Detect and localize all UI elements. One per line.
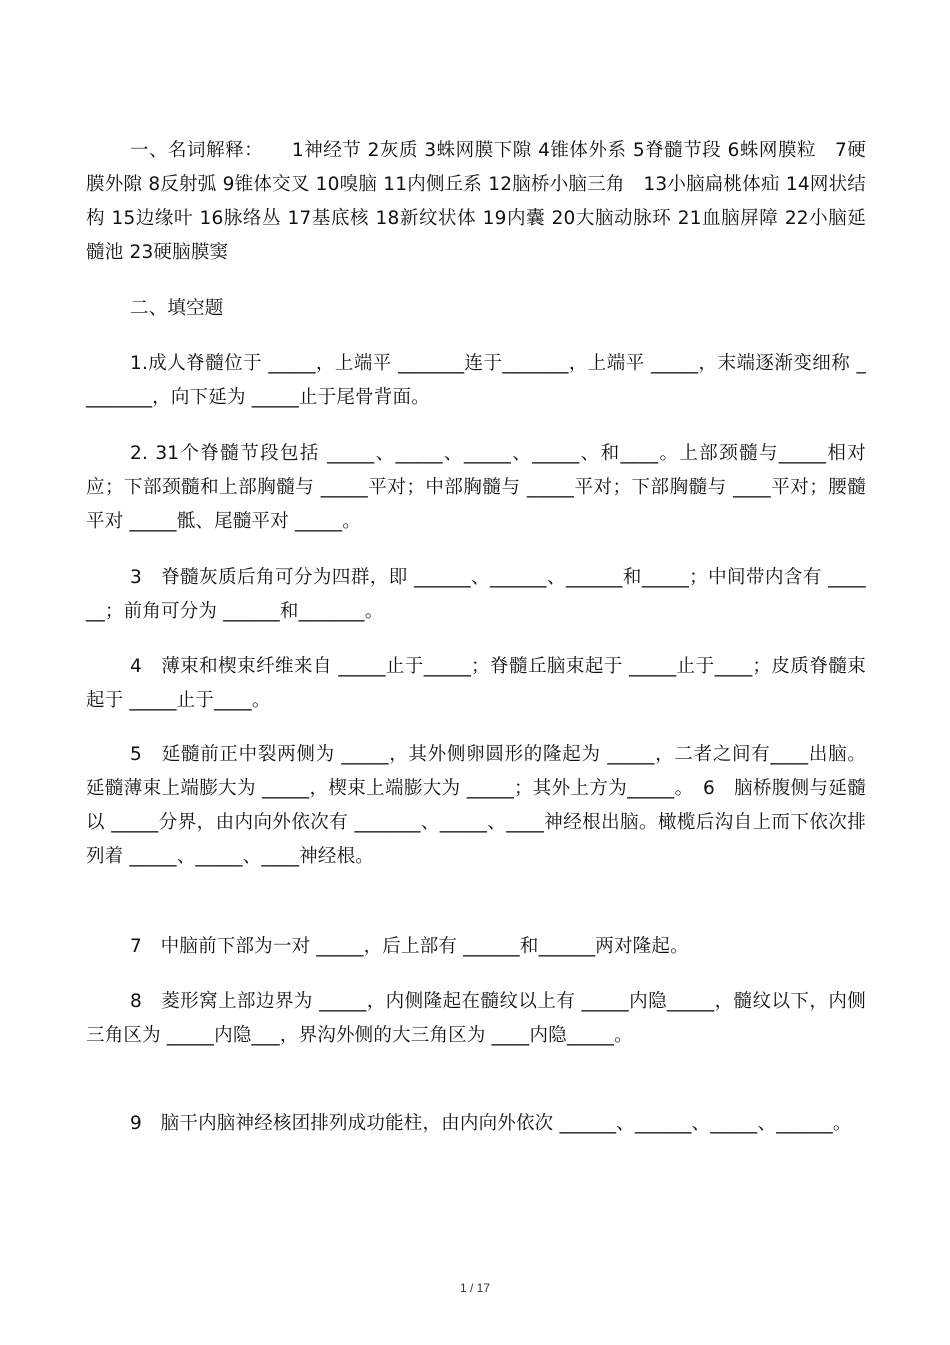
question-3: 3 脊髓灰质后角可分为四群，即 ______、______、______和_____；中间带内含有 ______；前角可分为 ______和_______。	[86, 567, 866, 622]
question-8: 8 菱形窝上部边界为 _____，内侧隆起在髓纹以上有 _____内隐_____，髓纹以下，内侧三角区为 _____内隐___，界沟外侧的大三角区为 ____内隐_____。	[86, 991, 866, 1046]
question-9: 9 脑干内脑神经核团排列成功能柱，由内向外依次 ______、______、_____、______。	[130, 1113, 852, 1134]
question-7: 7 中脑前下部为一对 _____，后上部有 ______和______两对隆起。	[130, 936, 689, 957]
question-2: 2. 31个脊髓节段包括 _____、_____、_____、_____、和____。上部颈髓与_____相对应；下部颈髓和上部胸髓与 _____平对；中部胸髓与 _____平对；下部胸髓与 ____平对；腰髓平对 _____骶、尾髓平对 _____。	[86, 443, 866, 532]
section2-heading: 二、填空题	[130, 298, 224, 319]
question-5-6: 5 延髓前正中裂两侧为 _____，其外侧卵圆形的隆起为 _____，二者之间有____出脑。延髓薄束上端膨大为 _____，楔束上端膨大为 _____；其外上方为_____。 6 脑桥腹侧与延髓以 _____分界，由内向外依次有 _______、_____、____神经根出脑。橄榄后沟自上而下依次排列着 _____、_____、____神经根。	[86, 744, 866, 867]
section1-terms: 一、名词解释： 1神经节 2灰质 3蛛网膜下隙 4锥体外系 5脊髓节段 6蛛网膜粒 7硬膜外隙 8反射弧 9锥体交叉 10嗅脑 11内侧丘系 12脑桥小脑三角 13小脑扁桃体疝 14网状结构 15边缘叶 16脉络丛 17基底核 18新纹状体 19内囊 20大脑动脉环 21血脑屏障 22小脑延髓池 23硬脑膜窦	[86, 140, 866, 263]
question-1: 1.成人脊髓位于 _____，上端平 _______连于_______，上端平 _____，末端逐渐变细称 ________，向下延为 _____止于尾骨背面。	[86, 353, 866, 408]
question-4: 4 薄束和楔束纤维来自 _____止于_____；脊髓丘脑束起于 _____止于____；皮质脊髓束起于 _____止于____。	[86, 656, 866, 711]
page-number: 1 / 17	[459, 1281, 491, 1295]
